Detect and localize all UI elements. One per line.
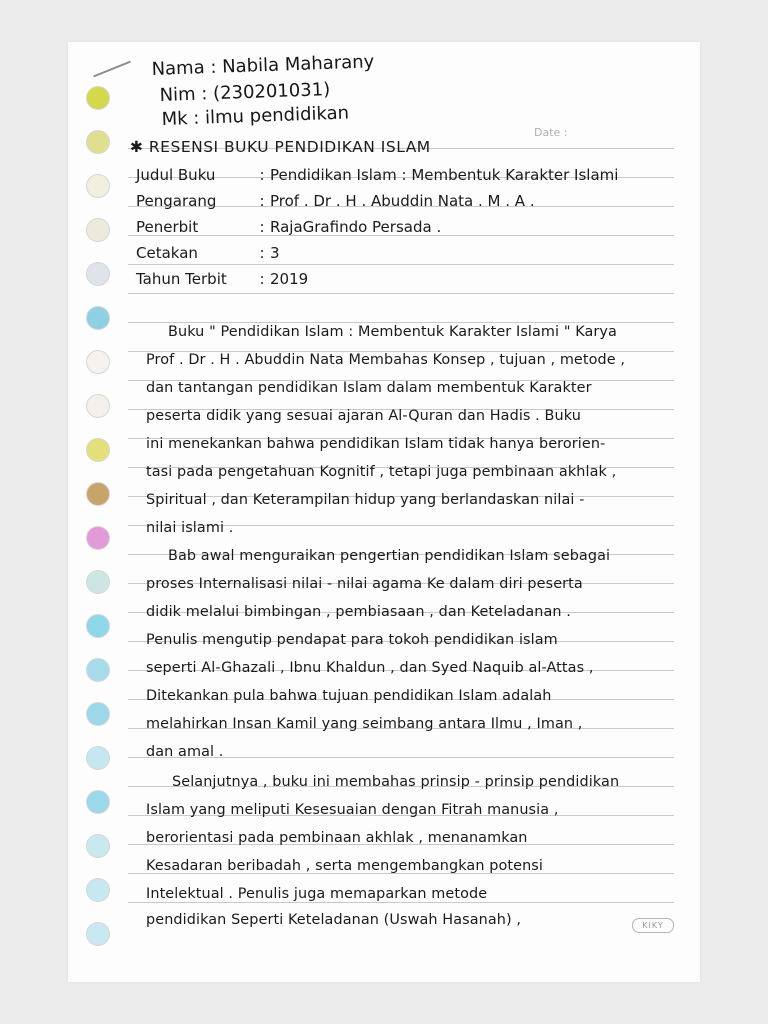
text-line: tasi pada pengetahuan Kognitif , tetapi juga pembinaan akhlak , <box>146 464 617 480</box>
ruled-line <box>128 293 674 294</box>
text-line: peserta didik yang sesuai ajaran Al-Quran dan Hadis . Buku <box>146 408 581 424</box>
text-line: didik melalui bimbingan , pembiasaan , dan Keteladanan . <box>146 604 571 620</box>
text-line: Buku " Pendidikan Islam : Membentuk Karakter Islami " Karya <box>168 324 617 340</box>
binder-ring <box>86 658 110 682</box>
text-line: melahirkan Insan Kamil yang seimbang antara Ilmu , Iman , <box>146 716 583 732</box>
book-info-value: Pendidikan Islam : Membentuk Karakter Islami <box>270 166 619 184</box>
colon-separator: : <box>259 166 265 184</box>
text-line: Ditekankan pula bahwa tujuan pendidikan Islam adalah <box>146 688 552 704</box>
student-nim: Nim : (230201031) <box>159 79 331 106</box>
binder-ring <box>86 482 110 506</box>
colon-separator: : <box>259 244 265 262</box>
binder-ring <box>86 746 110 770</box>
page-title: ✱ RESENSI BUKU PENDIDIKAN ISLAM <box>130 138 431 156</box>
book-info-label: Pengarang <box>136 192 217 210</box>
binder-ring <box>86 702 110 726</box>
binder-ring <box>86 614 110 638</box>
binder-ring <box>86 174 110 198</box>
binder-ring <box>86 350 110 374</box>
student-name: Nama : Nabila Maharany <box>151 51 375 80</box>
text-line: dan tantangan pendidikan Islam dalam membentuk Karakter <box>146 380 592 396</box>
course-name: Mk : ilmu pendidikan <box>161 102 350 130</box>
text-line: pendidikan Seperti Keteladanan (Uswah Hasanah) , <box>146 912 522 928</box>
text-line: seperti Al-Ghazali , Ibnu Khaldun , dan Syed Naquib al-Attas , <box>146 660 594 676</box>
binder-ring <box>86 130 110 154</box>
text-line: berorientasi pada pembinaan akhlak , menanamkan <box>146 830 528 846</box>
brand-logo: KIKY <box>632 918 674 933</box>
text-line: Intelektual . Penulis juga memaparkan metode <box>146 886 488 902</box>
text-line: dan amal . <box>146 744 224 760</box>
text-line: Kesadaran beribadah , serta mengembangkan potensi <box>146 858 543 874</box>
binder-ring <box>86 262 110 286</box>
text-line: Penulis mengutip pendapat para tokoh pendidikan islam <box>146 632 558 648</box>
binder-ring <box>86 438 110 462</box>
text-line: ini menekankan bahwa pendidikan Islam tidak hanya berorien- <box>146 436 606 452</box>
book-info-label: Penerbit <box>136 218 199 236</box>
binder-ring <box>86 790 110 814</box>
book-info-label: Cetakan <box>136 244 198 262</box>
binder-ring <box>86 834 110 858</box>
binder-ring <box>86 86 110 110</box>
book-info-value: Prof . Dr . H . Abuddin Nata . M . A . <box>270 192 535 210</box>
binder-ring <box>86 218 110 242</box>
book-info-value: 3 <box>270 244 280 262</box>
binder-ring <box>86 306 110 330</box>
book-info-label: Judul Buku <box>136 166 216 184</box>
binder-ring <box>86 922 110 946</box>
text-line: Prof . Dr . H . Abuddin Nata Membahas Konsep , tujuan , metode , <box>146 352 626 368</box>
text-line: Spiritual , dan Keterampilan hidup yang berlandaskan nilai - <box>146 492 585 508</box>
colon-separator: : <box>259 270 265 288</box>
colon-separator: : <box>259 192 265 210</box>
book-info-label: Tahun Terbit <box>136 270 227 288</box>
text-line: nilai islami . <box>146 520 234 536</box>
text-line: Selanjutnya , buku ini membahas prinsip - prinsip pendidikan <box>172 774 620 790</box>
binder-ring <box>86 394 110 418</box>
text-line: Islam yang meliputi Kesesuaian dengan Fitrah manusia , <box>146 802 559 818</box>
text-line: Bab awal menguraikan pengertian pendidikan Islam sebagai <box>168 548 611 564</box>
date-label: Date : <box>534 126 568 139</box>
text-line: proses Internalisasi nilai - nilai agama Ke dalam diri peserta <box>146 576 583 592</box>
colon-separator: : <box>259 218 265 236</box>
binder-ring <box>86 570 110 594</box>
binder-ring <box>86 878 110 902</box>
book-info-value: RajaGrafindo Persada . <box>270 218 442 236</box>
book-info-value: 2019 <box>270 270 309 288</box>
binder-ring <box>86 526 110 550</box>
book-info-row <box>136 258 676 288</box>
